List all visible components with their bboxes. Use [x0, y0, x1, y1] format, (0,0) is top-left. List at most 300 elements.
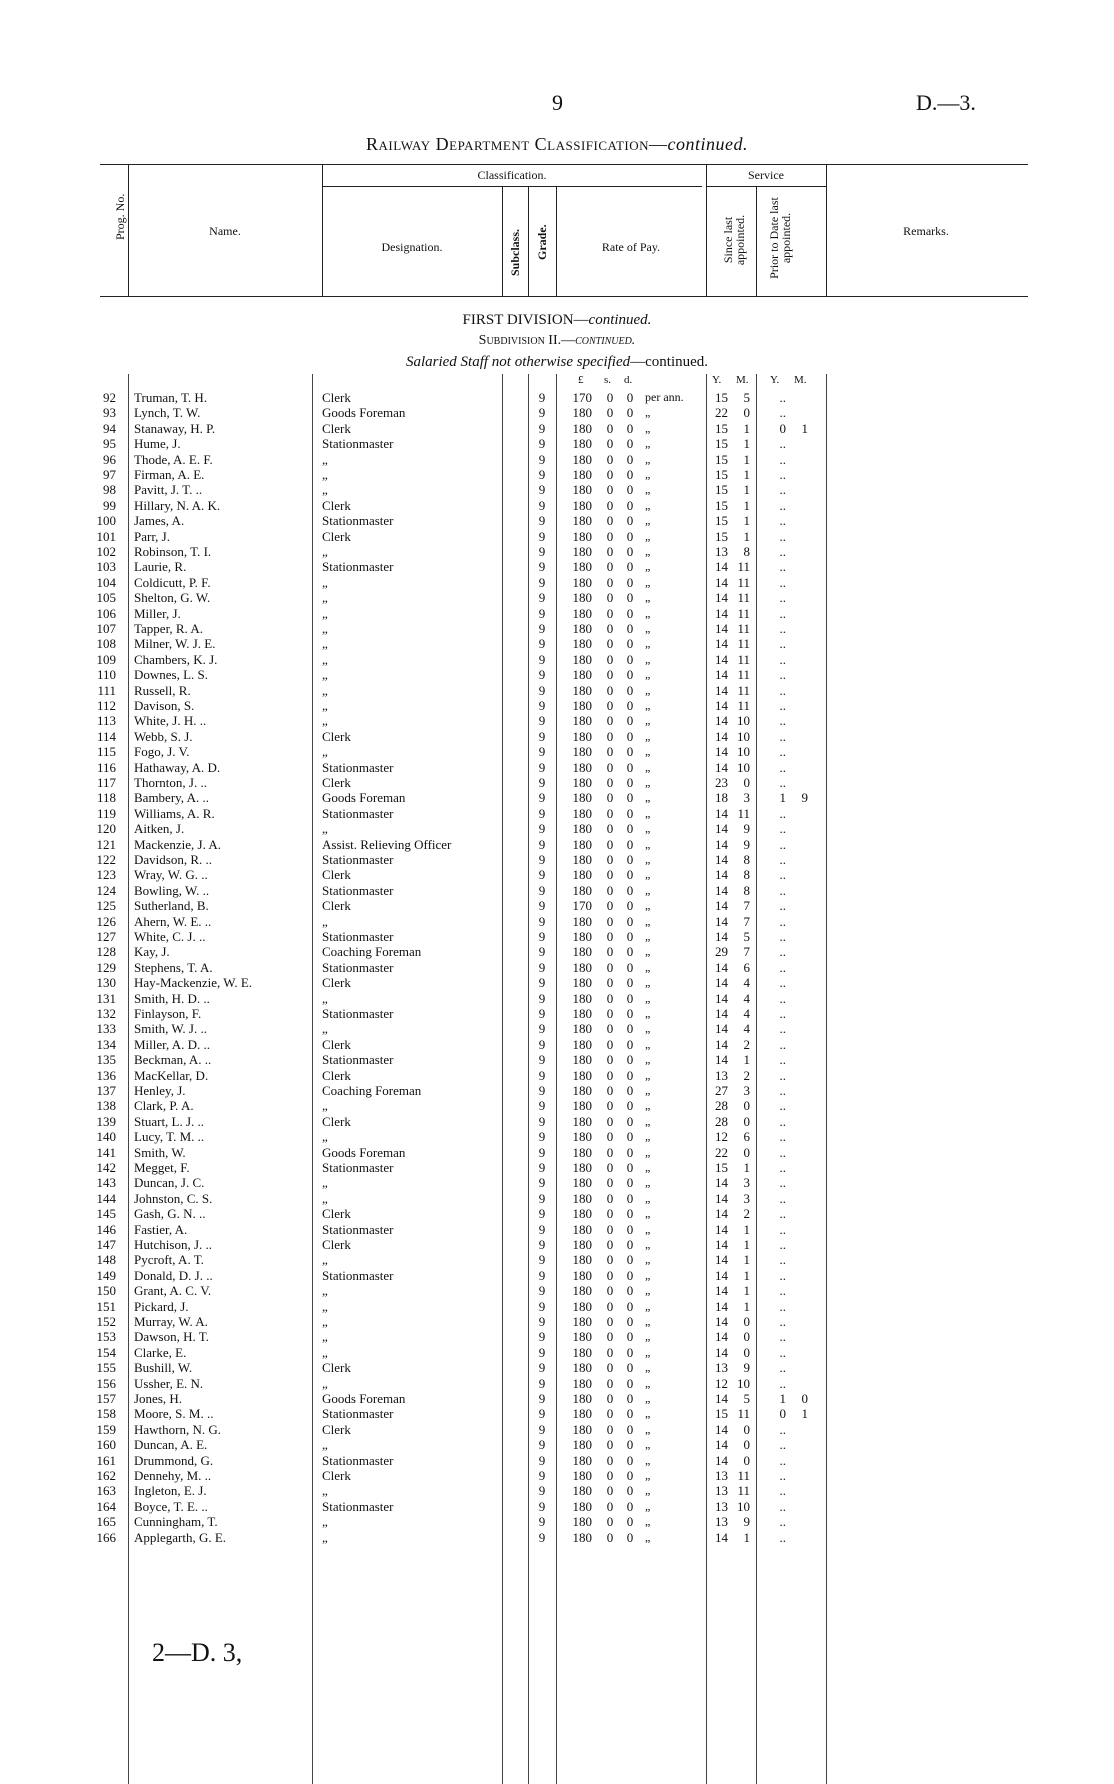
cell-l: 180 — [572, 1406, 592, 1422]
cell-note: „ — [645, 436, 651, 451]
table-row — [0, 529, 1114, 544]
cell-d: 0 — [626, 929, 634, 944]
cell-desig: Clerk — [322, 1206, 351, 1222]
cell-note: „ — [645, 1221, 651, 1236]
cell-sy: 13 — [715, 1483, 728, 1499]
table-row — [0, 590, 1114, 605]
cell-sm: 1 — [743, 513, 750, 529]
cell-sm: 6 — [743, 1129, 750, 1145]
cell-sy: 22 — [715, 1144, 728, 1160]
unit-shillings: s. — [604, 374, 612, 386]
cell-note: „ — [645, 1529, 651, 1544]
cell-no: 116 — [96, 759, 116, 775]
cell-py: .. — [779, 605, 786, 621]
unit-pence: d. — [624, 374, 633, 386]
cell-sy: 15 — [715, 390, 728, 405]
cell-l: 180 — [572, 713, 592, 729]
cell-note: „ — [645, 882, 651, 897]
cell-py: .. — [779, 1190, 786, 1206]
cell-sm: 5 — [743, 1391, 750, 1406]
cell-s: 0 — [606, 1252, 614, 1268]
cell-py: .. — [779, 1144, 786, 1160]
cell-py: .. — [779, 1036, 786, 1052]
cell-d: 0 — [626, 1498, 634, 1514]
cell-sy: 15 — [715, 451, 728, 467]
cell-l: 180 — [572, 1036, 592, 1052]
cell-sy: 14 — [715, 698, 728, 713]
cell-name: Downes, L. S. — [134, 667, 209, 683]
cell-name: Smith, H. D. .. — [134, 990, 210, 1006]
cell-sy: 13 — [715, 1514, 728, 1530]
cell-name: Tapper, R. A. — [134, 621, 203, 636]
cell-name: Beckman, A. .. — [134, 1052, 212, 1068]
table-row — [0, 1252, 1114, 1267]
cell-grade: 9 — [538, 1391, 546, 1406]
cell-l: 180 — [572, 1006, 592, 1021]
cell-l: 180 — [572, 1344, 592, 1360]
cell-sy: 13 — [715, 1067, 728, 1083]
cell-py: .. — [779, 775, 786, 790]
cell-no: 100 — [96, 513, 116, 529]
table-row — [0, 1160, 1114, 1175]
cell-no: 151 — [96, 1298, 116, 1314]
cell-desig: „ — [322, 590, 328, 606]
cell-name: Lynch, T. W. — [134, 405, 201, 421]
cell-no: 103 — [96, 559, 116, 575]
cell-s: 0 — [606, 898, 614, 914]
cell-l: 180 — [572, 482, 592, 498]
cell-l: 180 — [572, 497, 592, 513]
cell-no: 141 — [96, 1144, 116, 1160]
cell-grade: 9 — [538, 667, 546, 683]
cell-l: 180 — [572, 1190, 592, 1206]
cell-sm: 10 — [737, 759, 750, 775]
cell-py: .. — [779, 990, 786, 1006]
cell-desig: Clerk — [322, 975, 351, 991]
cell-desig: „ — [322, 574, 328, 590]
cell-name: Davidson, R. .. — [134, 852, 212, 867]
cell-py: .. — [779, 467, 786, 482]
running-title-suffix: continued. — [667, 134, 748, 154]
table-row — [0, 1114, 1114, 1129]
cell-sm: 0 — [743, 1144, 750, 1160]
cell-d: 0 — [626, 574, 634, 590]
cell-py: .. — [779, 667, 786, 683]
cell-grade: 9 — [538, 1021, 546, 1037]
cell-sm: 11 — [737, 667, 750, 683]
cell-no: 133 — [96, 1021, 116, 1037]
cell-no: 131 — [96, 990, 116, 1006]
cell-py: .. — [779, 1437, 786, 1453]
header-subclass: Subclass. — [508, 228, 522, 276]
cell-sy: 14 — [715, 1329, 728, 1345]
cell-grade: 9 — [538, 898, 546, 914]
cell-py: 1 — [779, 1391, 786, 1406]
cell-l: 180 — [572, 975, 592, 991]
cell-py: .. — [779, 1452, 786, 1468]
cell-name: Laurie, R. — [134, 559, 187, 575]
cell-sy: 14 — [715, 913, 728, 929]
cell-note: „ — [645, 1144, 651, 1159]
cell-no: 118 — [96, 790, 116, 806]
cell-desig: Goods Foreman — [322, 790, 406, 806]
cell-l: 180 — [572, 513, 592, 529]
table-row — [0, 1037, 1114, 1052]
cell-sy: 15 — [715, 528, 728, 544]
cell-desig: „ — [322, 651, 328, 667]
cell-s: 0 — [606, 436, 614, 452]
cell-py: .. — [779, 975, 786, 991]
cell-l: 180 — [572, 882, 592, 898]
cell-note: „ — [645, 698, 651, 712]
table-row — [0, 1422, 1114, 1437]
cell-sm: 1 — [743, 1283, 750, 1299]
cell-name: Gash, G. N. .. — [134, 1206, 206, 1222]
cell-note: „ — [645, 574, 651, 589]
cell-d: 0 — [626, 528, 634, 544]
cell-note: „ — [645, 944, 651, 959]
cell-d: 0 — [626, 898, 634, 914]
cell-note: „ — [645, 1283, 651, 1298]
cell-no: 136 — [96, 1067, 116, 1083]
cell-py: .. — [779, 436, 786, 452]
cell-no: 99 — [103, 497, 116, 513]
cell-s: 0 — [606, 1437, 614, 1453]
cell-s: 0 — [606, 636, 614, 652]
header-service: Service — [748, 168, 784, 182]
cell-sy: 23 — [715, 775, 728, 790]
header-name: Name. — [209, 224, 241, 238]
cell-sm: 1 — [743, 1252, 750, 1268]
cell-sm: 0 — [743, 1344, 750, 1360]
cell-note: „ — [645, 1160, 651, 1174]
cell-s: 0 — [606, 1329, 614, 1345]
cell-py: .. — [779, 390, 786, 405]
cell-sm: 0 — [743, 405, 750, 421]
cell-d: 0 — [626, 1437, 634, 1453]
cell-desig: „ — [322, 451, 328, 467]
cell-note: „ — [645, 651, 651, 666]
table-row — [0, 914, 1114, 929]
cell-l: 180 — [572, 1021, 592, 1037]
cell-desig: Stationmaster — [322, 852, 394, 867]
cell-name: Stuart, L. J. .. — [134, 1113, 205, 1129]
cell-s: 0 — [606, 1298, 614, 1314]
cell-note: „ — [645, 1375, 651, 1390]
cell-d: 0 — [626, 1514, 634, 1530]
cell-pm: 9 — [801, 790, 808, 806]
cell-sy: 14 — [715, 682, 728, 698]
cell-note: „ — [645, 929, 651, 943]
cell-desig: „ — [322, 605, 328, 621]
cell-sy: 15 — [715, 436, 728, 452]
cell-no: 124 — [96, 882, 116, 898]
table-row — [0, 775, 1114, 790]
cell-name: Webb, S. J. — [134, 728, 193, 744]
subdivision-title-main: Subdivision II.— — [478, 333, 576, 348]
cell-note: „ — [645, 1006, 651, 1020]
cell-name: Milner, W. J. E. — [134, 636, 216, 652]
cell-desig: Stationmaster — [322, 1160, 394, 1175]
cell-l: 180 — [572, 698, 592, 713]
cell-desig: „ — [322, 1437, 328, 1453]
cell-grade: 9 — [538, 682, 546, 698]
cell-grade: 9 — [538, 1160, 546, 1175]
cell-s: 0 — [606, 667, 614, 683]
header-prog-no: Prog. No. — [113, 193, 127, 240]
cell-no: 149 — [96, 1267, 116, 1283]
cell-d: 0 — [626, 390, 634, 405]
cell-name: Lucy, T. M. .. — [134, 1129, 205, 1145]
table-row — [0, 944, 1114, 959]
cell-d: 0 — [626, 990, 634, 1006]
cell-name: Pickard, J. — [134, 1298, 189, 1314]
cell-py: .. — [779, 882, 786, 898]
cell-note: „ — [645, 775, 651, 789]
table-row — [0, 1345, 1114, 1360]
cell-py: .. — [779, 451, 786, 467]
cell-no: 93 — [103, 405, 116, 421]
cell-d: 0 — [626, 1052, 634, 1068]
cell-sy: 14 — [715, 651, 728, 667]
cell-grade: 9 — [538, 1190, 546, 1206]
cell-d: 0 — [626, 713, 634, 729]
cell-s: 0 — [606, 1529, 614, 1545]
cell-py: .. — [779, 1160, 786, 1175]
cell-l: 180 — [572, 1452, 592, 1468]
cell-name: Fastier, A. — [134, 1221, 188, 1237]
cell-sy: 14 — [715, 667, 728, 683]
cell-sy: 14 — [715, 1344, 728, 1360]
division-title-suffix: continued. — [588, 312, 652, 328]
cell-no: 159 — [96, 1421, 116, 1437]
cell-l: 180 — [572, 775, 592, 790]
cell-s: 0 — [606, 882, 614, 898]
cell-no: 95 — [103, 436, 116, 452]
cell-l: 180 — [572, 1298, 592, 1314]
cell-py: .. — [779, 728, 786, 744]
cell-py: .. — [779, 1514, 786, 1530]
table-row — [0, 467, 1114, 482]
cell-note: „ — [645, 852, 651, 866]
cell-d: 0 — [626, 944, 634, 960]
table-row — [0, 390, 1114, 405]
footer-signature: 2—D. 3, — [152, 1638, 243, 1667]
cell-s: 0 — [606, 1067, 614, 1083]
cell-grade: 9 — [538, 621, 546, 636]
cell-sm: 7 — [743, 898, 750, 914]
cell-py: .. — [779, 959, 786, 975]
cell-sy: 14 — [715, 1175, 728, 1191]
cell-l: 180 — [572, 759, 592, 775]
cell-desig: „ — [322, 1129, 328, 1145]
cell-name: Ingleton, E. J. — [134, 1483, 207, 1499]
cell-sm: 0 — [743, 775, 750, 790]
cell-name: Mackenzie, J. A. — [134, 836, 222, 852]
cell-note: „ — [645, 1052, 651, 1067]
cell-no: 157 — [96, 1391, 116, 1406]
cell-name: Kay, J. — [134, 944, 170, 960]
cell-l: 180 — [572, 605, 592, 621]
cell-sy: 14 — [715, 1391, 728, 1406]
cell-sm: 4 — [743, 975, 750, 991]
cell-no: 148 — [96, 1252, 116, 1268]
table-row — [0, 1299, 1114, 1314]
table-row — [0, 1068, 1114, 1083]
cell-desig: Stationmaster — [322, 513, 394, 529]
cell-s: 0 — [606, 1206, 614, 1222]
cell-grade: 9 — [538, 574, 546, 590]
cell-note: „ — [645, 1329, 651, 1344]
cell-grade: 9 — [538, 1221, 546, 1237]
cell-name: Williams, A. R. — [134, 805, 215, 821]
cell-py: .. — [779, 944, 786, 960]
table-row — [0, 1391, 1114, 1406]
cell-name: Hathaway, A. D. — [134, 759, 221, 775]
cell-note: „ — [645, 1421, 651, 1436]
cell-s: 0 — [606, 451, 614, 467]
table-row — [0, 1191, 1114, 1206]
cell-desig: „ — [322, 544, 328, 559]
cell-note: „ — [645, 1021, 651, 1036]
cell-grade: 9 — [538, 1437, 546, 1453]
cell-sy: 12 — [715, 1375, 728, 1391]
cell-py: .. — [779, 744, 786, 760]
cell-note: „ — [645, 1452, 651, 1467]
running-title — [0, 134, 1114, 155]
cell-no: 144 — [96, 1190, 116, 1206]
cell-note: „ — [645, 1206, 651, 1221]
cell-sm: 11 — [737, 636, 750, 652]
cell-py: .. — [779, 544, 786, 559]
cell-name: James, A. — [134, 513, 185, 529]
cell-name: Coldicutt, P. F. — [134, 574, 211, 590]
cell-desig: „ — [322, 1314, 328, 1329]
cell-desig: Stationmaster — [322, 882, 394, 898]
header-grade: Grade. — [535, 224, 549, 260]
cell-grade: 9 — [538, 913, 546, 929]
cell-desig: Stationmaster — [322, 759, 394, 775]
cell-grade: 9 — [538, 852, 546, 867]
cell-py: .. — [779, 867, 786, 883]
cell-note: „ — [645, 1360, 651, 1375]
cell-l: 180 — [572, 852, 592, 867]
cell-d: 0 — [626, 1360, 634, 1376]
cell-no: 152 — [96, 1314, 116, 1329]
table-row — [0, 1283, 1114, 1298]
cell-s: 0 — [606, 544, 614, 559]
cell-name: Firman, A. E. — [134, 467, 205, 482]
cell-grade: 9 — [538, 651, 546, 667]
cell-s: 0 — [606, 821, 614, 837]
cell-sy: 14 — [715, 1452, 728, 1468]
cell-l: 180 — [572, 836, 592, 852]
cell-desig: „ — [322, 1021, 328, 1037]
cell-d: 0 — [626, 636, 634, 652]
cell-desig: Goods Foreman — [322, 1144, 406, 1160]
cell-py: .. — [779, 1221, 786, 1237]
cell-no: 122 — [96, 852, 116, 867]
cell-d: 0 — [626, 1283, 634, 1299]
cell-s: 0 — [606, 1006, 614, 1021]
cell-sy: 14 — [715, 1437, 728, 1453]
header-classification: Classification. — [477, 168, 547, 182]
cell-d: 0 — [626, 882, 634, 898]
cell-desig: „ — [322, 1283, 328, 1299]
cell-sy: 14 — [715, 1314, 728, 1329]
cell-s: 0 — [606, 1144, 614, 1160]
table-row — [0, 1314, 1114, 1329]
cell-note: „ — [645, 1129, 651, 1144]
table-row — [0, 482, 1114, 497]
cell-d: 0 — [626, 959, 634, 975]
cell-d: 0 — [626, 1252, 634, 1268]
cell-sy: 14 — [715, 1190, 728, 1206]
cell-py: .. — [779, 559, 786, 575]
cell-name: Dawson, H. T. — [134, 1329, 209, 1345]
cell-l: 180 — [572, 528, 592, 544]
cell-sy: 14 — [715, 744, 728, 760]
cell-s: 0 — [606, 1221, 614, 1237]
cell-sy: 14 — [715, 1052, 728, 1068]
cell-d: 0 — [626, 1221, 634, 1237]
cell-d: 0 — [626, 405, 634, 421]
cell-d: 0 — [626, 605, 634, 621]
cell-l: 180 — [572, 867, 592, 883]
cell-d: 0 — [626, 759, 634, 775]
cell-s: 0 — [606, 1160, 614, 1175]
cell-no: 153 — [96, 1329, 116, 1345]
cell-py: .. — [779, 1113, 786, 1129]
cell-sm: 1 — [743, 467, 750, 482]
cell-d: 0 — [626, 1375, 634, 1391]
cell-sm: 1 — [743, 420, 750, 436]
subdivision-title-suffix: continued. — [575, 333, 636, 348]
cell-s: 0 — [606, 390, 614, 405]
table-row — [0, 1483, 1114, 1498]
table-row — [0, 790, 1114, 805]
cell-grade: 9 — [538, 1252, 546, 1268]
table-row — [0, 621, 1114, 636]
cell-sy: 14 — [715, 759, 728, 775]
cell-s: 0 — [606, 1375, 614, 1391]
cell-name: Applegarth, G. E. — [134, 1529, 227, 1545]
table-row — [0, 883, 1114, 898]
cell-py: .. — [779, 497, 786, 513]
cell-py: .. — [779, 759, 786, 775]
cell-s: 0 — [606, 574, 614, 590]
cell-l: 180 — [572, 1267, 592, 1283]
cell-note: „ — [645, 867, 651, 882]
cell-d: 0 — [626, 1113, 634, 1129]
cell-d: 0 — [626, 1190, 634, 1206]
cell-s: 0 — [606, 867, 614, 883]
cell-s: 0 — [606, 1036, 614, 1052]
table-row — [0, 513, 1114, 528]
cell-desig: Stationmaster — [322, 1267, 394, 1283]
table-header — [0, 164, 1114, 296]
cell-sy: 15 — [715, 420, 728, 436]
cell-sy: 14 — [715, 1267, 728, 1283]
cell-no: 162 — [96, 1468, 116, 1483]
cell-l: 180 — [572, 1314, 592, 1329]
cell-desig: Clerk — [322, 728, 351, 744]
cell-grade: 9 — [538, 1314, 546, 1329]
cell-d: 0 — [626, 1406, 634, 1422]
cell-no: 109 — [96, 651, 116, 667]
cell-py: .. — [779, 1468, 786, 1483]
cell-sy: 14 — [715, 929, 728, 944]
